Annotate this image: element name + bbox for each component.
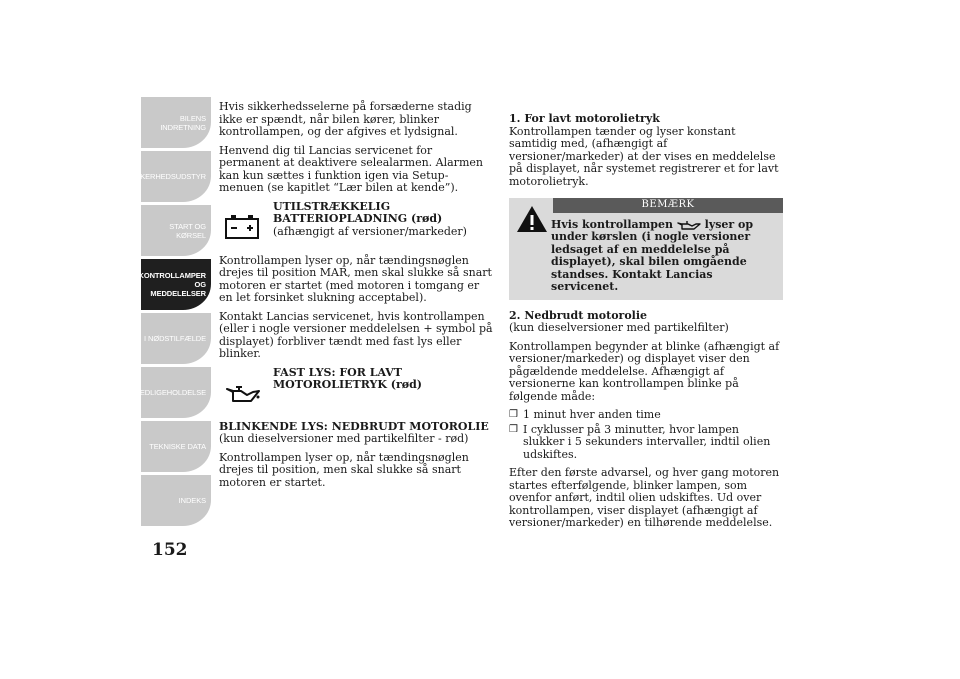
blink-subtitle: (kun dieselversioner med partikelfilter - rød) (219, 432, 469, 445)
section-subtitle: (kun dieselversioner med partikelfilter) (509, 321, 729, 334)
battery-subtitle: (afhængigt af versioner/markeder) (273, 224, 467, 238)
list-item-text: 1 minut hver anden time (523, 408, 661, 421)
section-heading: 2. Nedbrudt motorolie (509, 308, 648, 322)
paragraph: Efter den første advarsel, og hver gang motoren startes efterfølgende, blinker lampen, som ovenfor anført, indtil olien udskiftes. Ud over kontrollampen, viser displayet (afhængigt af versioner/markeder) en tilhørende meddelelse. (509, 466, 780, 529)
oil-can-icon (223, 379, 261, 407)
tab-label: START OG KØRSEL (169, 221, 206, 240)
tab-bilens-indretning[interactable] (141, 97, 211, 148)
paragraph: Hvis sikkerhedsselerne på forsæderne stadig ikke er spændt, når bilen kører, blinker kontrollampen, og der afgives et lydsignal. (219, 100, 472, 138)
paragraph: Kontrollampen begynder at blinke (afhængigt af versioner/markeder) og displayet viser den pågældende meddelelse. Afhængigt af versionerne kan kontrollampen blinke på følgende måde: (509, 339, 780, 403)
section-heading: 1. For lavt motorolietryk (509, 112, 660, 125)
note-text-before: Hvis kontrollampen (551, 217, 673, 231)
tab-label: INDEKS (178, 496, 206, 505)
note-text (509, 213, 783, 294)
tab-label: KONTROLLAMPER OG MEDDELELSER (138, 271, 206, 298)
warning-triangle-icon (515, 204, 549, 234)
paragraph: Kontrollampen lyser op, når tændingsnøglen drejes til position, men skal slukke så snart motoren er startet. (219, 450, 469, 489)
paragraph: Kontrollampen lyser op, når tændingsnøglen drejes til position MAR, men skal slukke så snart motoren er startet (med motoren i tomgang er en let forsinket slukning acceptabel). (219, 253, 492, 304)
tab-kontrollamper[interactable] (138, 259, 211, 310)
bullet-box-icon: ❒ (509, 423, 518, 435)
note-header: BEMÆRK (553, 198, 783, 213)
paragraph: Henvend dig til Lancias servicenet for permanent at deaktivere selealarmen. Alarmen kan kun sættes i funktion igen via Setup-menuen (se kapitlet “Lær bilen at kende”). (219, 143, 483, 194)
note-box (509, 198, 783, 300)
blink-title: BLINKENDE LYS: NEDBRUDT MOTOROLIE (219, 419, 489, 433)
tab-label: TEKNISKE DATA (149, 442, 206, 451)
note-text-after: lyser op under kørslen (i nogle versioner ledsaget af en meddelelse på displayet), skal bilen omgående standses. Kontakt Lancias servicenet. (551, 217, 754, 293)
battery-warning-icon (223, 213, 261, 241)
tab-tekniske-data[interactable] (141, 421, 211, 472)
tab-label: SIKKERHEDSUDSTYR (128, 172, 206, 181)
paragraph: Kontrollampen tænder og lyser konstant samtidig med, (afhængigt af versioner/markeder) at der vises en meddelelse på displayet, når systemet registrerer et for lavt motorolietryk. (509, 124, 779, 188)
battery-lamp-block (219, 201, 493, 249)
chapter-sidebar (128, 97, 211, 529)
left-column (219, 101, 493, 495)
tab-label: BILENS INDRETNING (160, 113, 206, 132)
right-column (509, 113, 783, 536)
tab-label: I NØDSTILFÆLDE (144, 334, 206, 343)
bullet-box-icon: ❒ (509, 409, 518, 420)
list-item-text: I cyklusser på 3 minutter, hvor lampen slukker i 5 sekunders intervaller, indtil olien udskiftes. (523, 422, 771, 461)
tab-indeks[interactable] (141, 475, 211, 526)
oil-can-icon (677, 219, 701, 231)
page-number: 152 (152, 540, 188, 560)
paragraph: Kontakt Lancias servicenet, hvis kontrollampen (eller i nogle versioner meddelelsen + symbol på displayet) forbliver tændt med fast lys eller blinker. (219, 309, 493, 360)
list-item (509, 424, 783, 462)
tab-i-nodstilfaelde[interactable] (141, 313, 211, 364)
tab-label: VEDLIGEHOLDELSE (134, 388, 206, 397)
tab-sikkerhedsudstyr[interactable] (128, 151, 211, 202)
oil-title: FAST LYS: FOR LAVT MOTOROLIETRYK (rød) (273, 365, 422, 391)
oil-lamp-block (219, 367, 493, 415)
battery-title: UTILSTRÆKKELIG BATTERIOPLADNING (rød) (273, 199, 443, 225)
list-item (509, 409, 783, 422)
tab-start-og-korsel[interactable] (141, 205, 211, 256)
tab-vedligeholdelse[interactable] (134, 367, 211, 418)
